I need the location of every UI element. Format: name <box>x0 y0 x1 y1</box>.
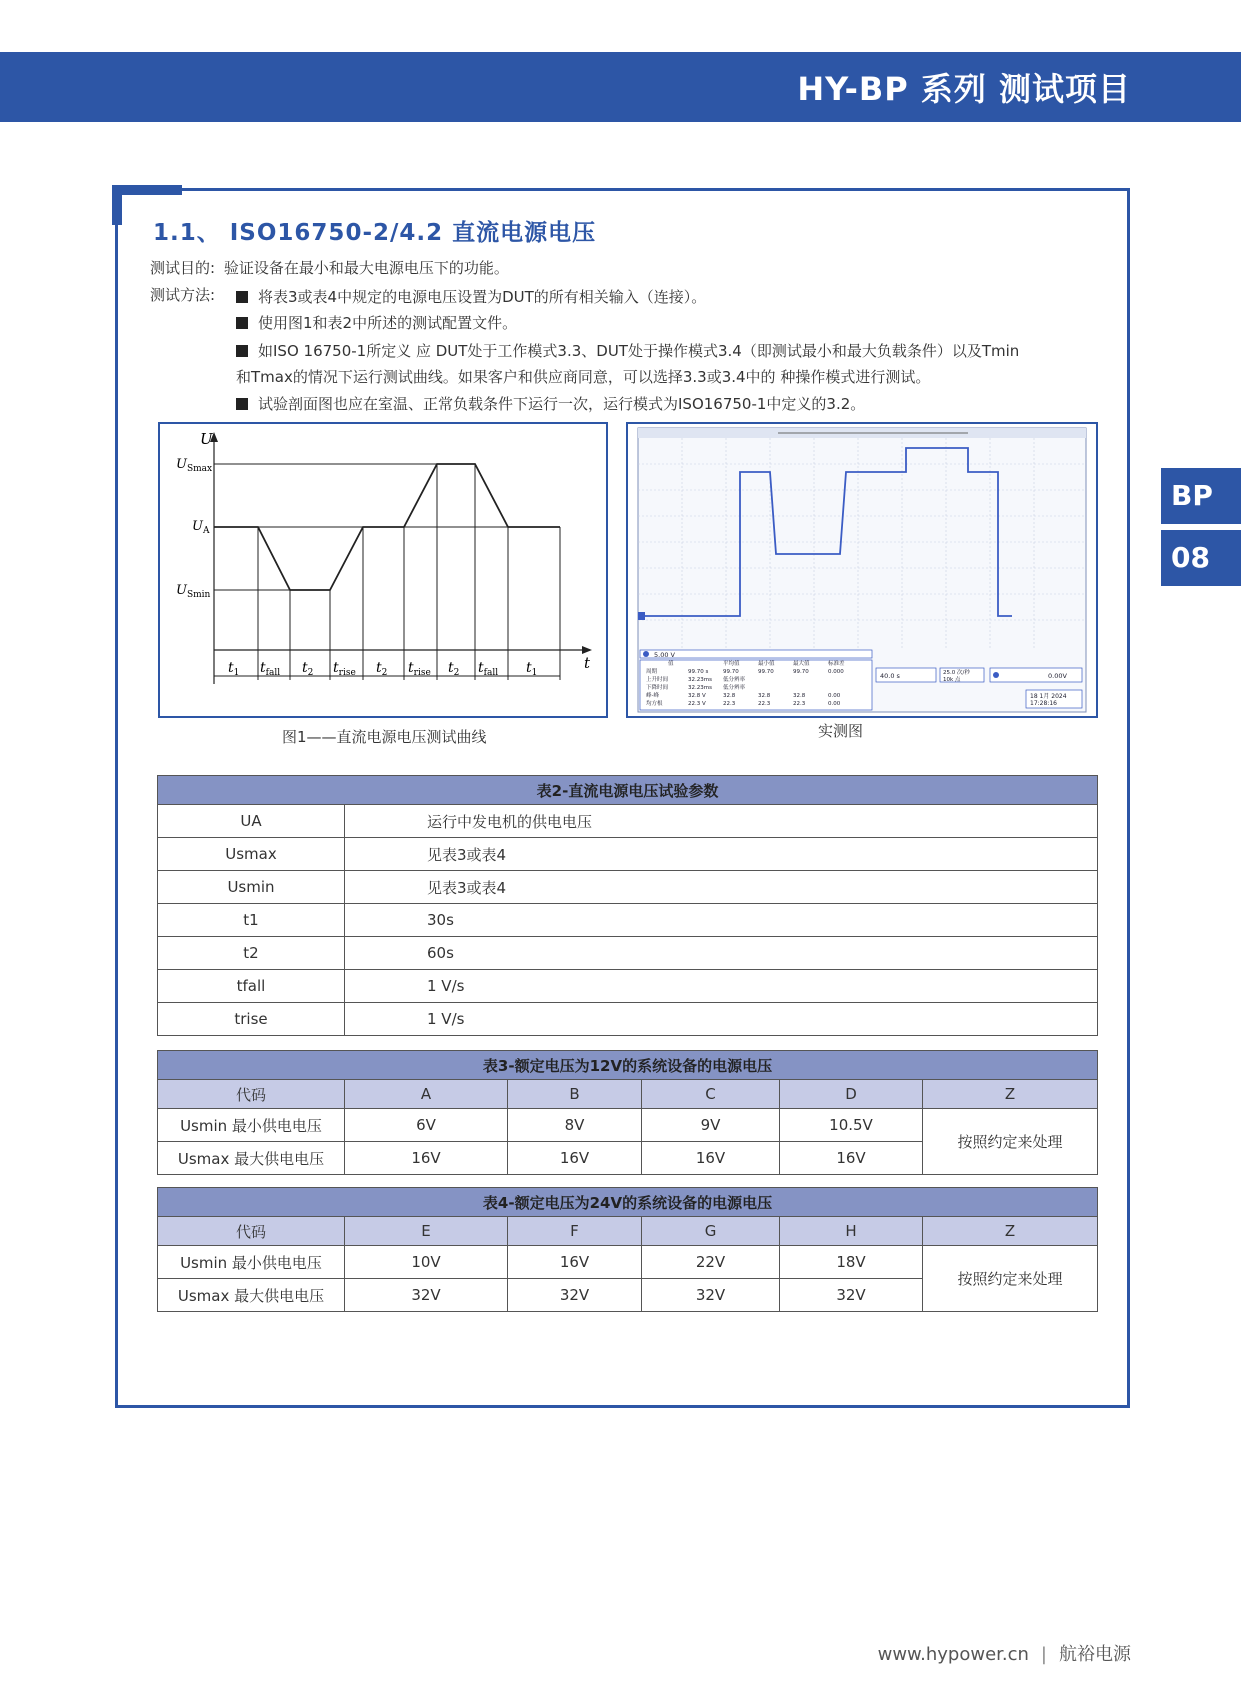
table-cell: 32V <box>508 1279 642 1312</box>
capture-date: 18 1月 2024 <box>1030 693 1067 700</box>
table3 <box>157 1050 1098 1175</box>
stats-cell: 0.000 <box>828 669 844 675</box>
table-cell: 10.5V <box>780 1109 923 1142</box>
bullet-square-icon <box>236 317 248 329</box>
bullet-text: 使用图1和表2中所述的测试配置文件。 <box>258 314 518 332</box>
stats-cell: 22.3 <box>723 701 736 707</box>
method-label: 测试方法: <box>150 286 216 304</box>
footer <box>878 1640 1131 1666</box>
segment-label: $t_1$ <box>526 660 538 678</box>
stats-cell: 低分辨率 <box>723 685 746 691</box>
column-header: D <box>780 1080 923 1109</box>
segment-label: $t_2$ <box>302 660 314 678</box>
side-tab-series: BP <box>1161 468 1241 524</box>
stats-cell: 峰-峰 <box>646 693 659 699</box>
bullet-item <box>236 312 517 333</box>
bullet-item <box>236 393 865 414</box>
figure1-caption: 图1——直流电源电压测试曲线 <box>282 728 487 746</box>
stats-cell: 0.00 <box>828 701 841 707</box>
segment-label: $t_1$ <box>228 660 240 678</box>
param-name: Usmax <box>158 838 345 871</box>
footer-company: 航裕电源 <box>1059 1644 1131 1665</box>
table-row <box>158 838 1098 871</box>
sample-points: 10k 点 <box>943 677 961 683</box>
bullet-text: 如ISO 16750-1所定义 应 DUT处于工作模式3.3、DUT处于操作模式3.4（即测试最小和最大负载条件）以及Tmin <box>258 342 1020 360</box>
table-row <box>158 1003 1098 1036</box>
row-label: Usmax 最大供电电压 <box>158 1279 345 1312</box>
table-row <box>158 970 1098 1003</box>
figure1-box <box>158 422 608 718</box>
param-name: trise <box>158 1003 345 1036</box>
stats-cell: 均方根 <box>646 701 663 707</box>
page-title: HY-BP 系列 测试项目 <box>797 70 1131 108</box>
column-header: 代码 <box>158 1080 345 1109</box>
y-axis-label: U <box>200 430 213 448</box>
table-cell: 18V <box>780 1246 923 1279</box>
bullet-square-icon <box>236 345 248 357</box>
table-row <box>158 904 1098 937</box>
table-row <box>158 871 1098 904</box>
param-value: 1 V/s <box>345 1003 1098 1036</box>
header-bar <box>0 52 1241 122</box>
table-cell: 9V <box>642 1109 780 1142</box>
param-name: t2 <box>158 937 345 970</box>
stats-cell: 32.8 <box>793 693 806 699</box>
test-curve-diagram <box>160 424 606 716</box>
param-value: 1 V/s <box>345 970 1098 1003</box>
capture-time: 17:28:16 <box>1030 700 1057 707</box>
stats-cell: 22.3 V <box>688 701 706 707</box>
param-name: Usmin <box>158 871 345 904</box>
level-label-usmax: $U_{Smax}$ <box>176 457 213 474</box>
bullet-text: 试验剖面图也应在室温、正常负载条件下运行一次，运行模式为ISO16750-1中定义的3.2。 <box>258 395 866 413</box>
figure2-box <box>626 422 1098 718</box>
table-cell: 16V <box>642 1142 780 1175</box>
bullet-item <box>236 286 706 307</box>
channel-scale: 5.00 V <box>654 651 675 659</box>
bullet-square-icon <box>236 291 248 303</box>
stats-cell: 32.23ms <box>688 685 712 691</box>
param-value: 30s <box>345 904 1098 937</box>
stats-cell: 32.8 V <box>688 693 706 699</box>
table-row <box>158 1109 1098 1142</box>
column-header: Z <box>923 1080 1098 1109</box>
row-label: Usmin 最小供电电压 <box>158 1246 345 1279</box>
level-label-ua: $U_A$ <box>192 519 210 536</box>
side-tab-page: 08 <box>1161 530 1241 586</box>
stats-header: 最大值 <box>793 661 810 667</box>
column-header: A <box>345 1080 508 1109</box>
segment-label: $t_2$ <box>448 660 460 678</box>
stats-cell: 下降时间 <box>646 685 669 691</box>
stats-header: 平均值 <box>723 661 740 667</box>
stats-cell: 32.8 <box>758 693 771 699</box>
row-label: Usmax 最大供电电压 <box>158 1142 345 1175</box>
segment-label: $t_{fall}$ <box>260 660 281 678</box>
trigger-level: 0.00V <box>1048 672 1067 680</box>
column-header: Z <box>923 1217 1098 1246</box>
table3-title: 表3-额定电压为12V的系统设备的电源电压 <box>158 1051 1098 1080</box>
column-header: F <box>508 1217 642 1246</box>
column-header: G <box>642 1217 780 1246</box>
param-value: 60s <box>345 937 1098 970</box>
z-note-cell: 按照约定来处理 <box>923 1109 1098 1175</box>
table4-title: 表4-额定电压为24V的系统设备的电源电压 <box>158 1188 1098 1217</box>
stats-cell: 32.8 <box>723 693 736 699</box>
column-header: H <box>780 1217 923 1246</box>
table-cell: 6V <box>345 1109 508 1142</box>
section-title: 1.1、 ISO16750-2/4.2 直流电源电压 <box>153 220 597 246</box>
table-cell: 10V <box>345 1246 508 1279</box>
table-cell: 8V <box>508 1109 642 1142</box>
stats-cell: 周期 <box>646 669 658 675</box>
stats-cell: 99.70 <box>723 669 739 675</box>
segment-label: $t_2$ <box>376 660 388 678</box>
row-label: Usmin 最小供电电压 <box>158 1109 345 1142</box>
figure2-caption: 实测图 <box>818 722 864 740</box>
param-value: 运行中发电机的供电电压 <box>345 805 1098 838</box>
stats-cell: 99.70 <box>758 669 774 675</box>
stats-cell: 上升时间 <box>646 677 669 683</box>
param-name: tfall <box>158 970 345 1003</box>
oscilloscope-screenshot <box>628 424 1096 716</box>
param-name: UA <box>158 805 345 838</box>
table-cell: 22V <box>642 1246 780 1279</box>
stats-cell: 0.00 <box>828 693 841 699</box>
table-row <box>158 1246 1098 1279</box>
param-name: t1 <box>158 904 345 937</box>
bullet-continuation: 和Tmax的情况下运行测试曲线。如果客户和供应商同意，可以选择3.3或3.4中的 种操作模式进行测试。 <box>236 368 931 386</box>
table-cell: 32V <box>345 1279 508 1312</box>
sample-rate: 25.0 次/秒 <box>943 670 970 676</box>
stats-header: 标准差 <box>828 661 845 667</box>
bullet-item <box>236 340 1019 361</box>
purpose-text: 验证设备在最小和最大电源电压下的功能。 <box>223 259 509 277</box>
table-header-row <box>158 1080 1098 1109</box>
column-header: B <box>508 1080 642 1109</box>
level-label-usmin: $U_{Smin}$ <box>176 583 211 600</box>
table-cell: 16V <box>345 1142 508 1175</box>
footer-separator: | <box>1040 1644 1047 1665</box>
column-header: E <box>345 1217 508 1246</box>
table-row <box>158 937 1098 970</box>
stats-header: 最小值 <box>758 661 775 667</box>
segment-label: $t_{rise}$ <box>333 660 356 678</box>
table4 <box>157 1187 1098 1312</box>
table-cell: 16V <box>780 1142 923 1175</box>
timebase: 40.0 s <box>880 672 900 680</box>
param-value: 见表3或表4 <box>345 838 1098 871</box>
table-cell: 32V <box>642 1279 780 1312</box>
table2 <box>157 775 1098 1036</box>
column-header: 代码 <box>158 1217 345 1246</box>
purpose-line <box>150 257 509 278</box>
z-note-cell: 按照约定来处理 <box>923 1246 1098 1312</box>
stats-header: 值 <box>668 661 674 667</box>
x-axis-label: t <box>584 654 591 672</box>
table-cell: 16V <box>508 1246 642 1279</box>
bullet-square-icon <box>236 398 248 410</box>
table-cell: 32V <box>780 1279 923 1312</box>
table-row <box>158 805 1098 838</box>
stats-cell: 99.70 <box>793 669 809 675</box>
table-header-row <box>158 1217 1098 1246</box>
table-cell: 16V <box>508 1142 642 1175</box>
footer-website[interactable]: www.hypower.cn <box>877 1644 1029 1665</box>
bullet-text: 将表3或表4中规定的电源电压设置为DUT的所有相关输入（连接）。 <box>258 288 707 306</box>
segment-label: $t_{fall}$ <box>478 660 499 678</box>
stats-cell: 32.23ms <box>688 677 712 683</box>
param-value: 见表3或表4 <box>345 871 1098 904</box>
stats-cell: 低分辨率 <box>723 677 746 683</box>
stats-cell: 22.3 <box>793 701 806 707</box>
column-header: C <box>642 1080 780 1109</box>
stats-cell: 22.3 <box>758 701 771 707</box>
table2-title: 表2-直流电源电压试验参数 <box>158 776 1098 805</box>
purpose-label: 测试目的: <box>150 259 216 277</box>
segment-label: $t_{rise}$ <box>408 660 431 678</box>
stats-cell: 99.70 s <box>688 669 709 675</box>
